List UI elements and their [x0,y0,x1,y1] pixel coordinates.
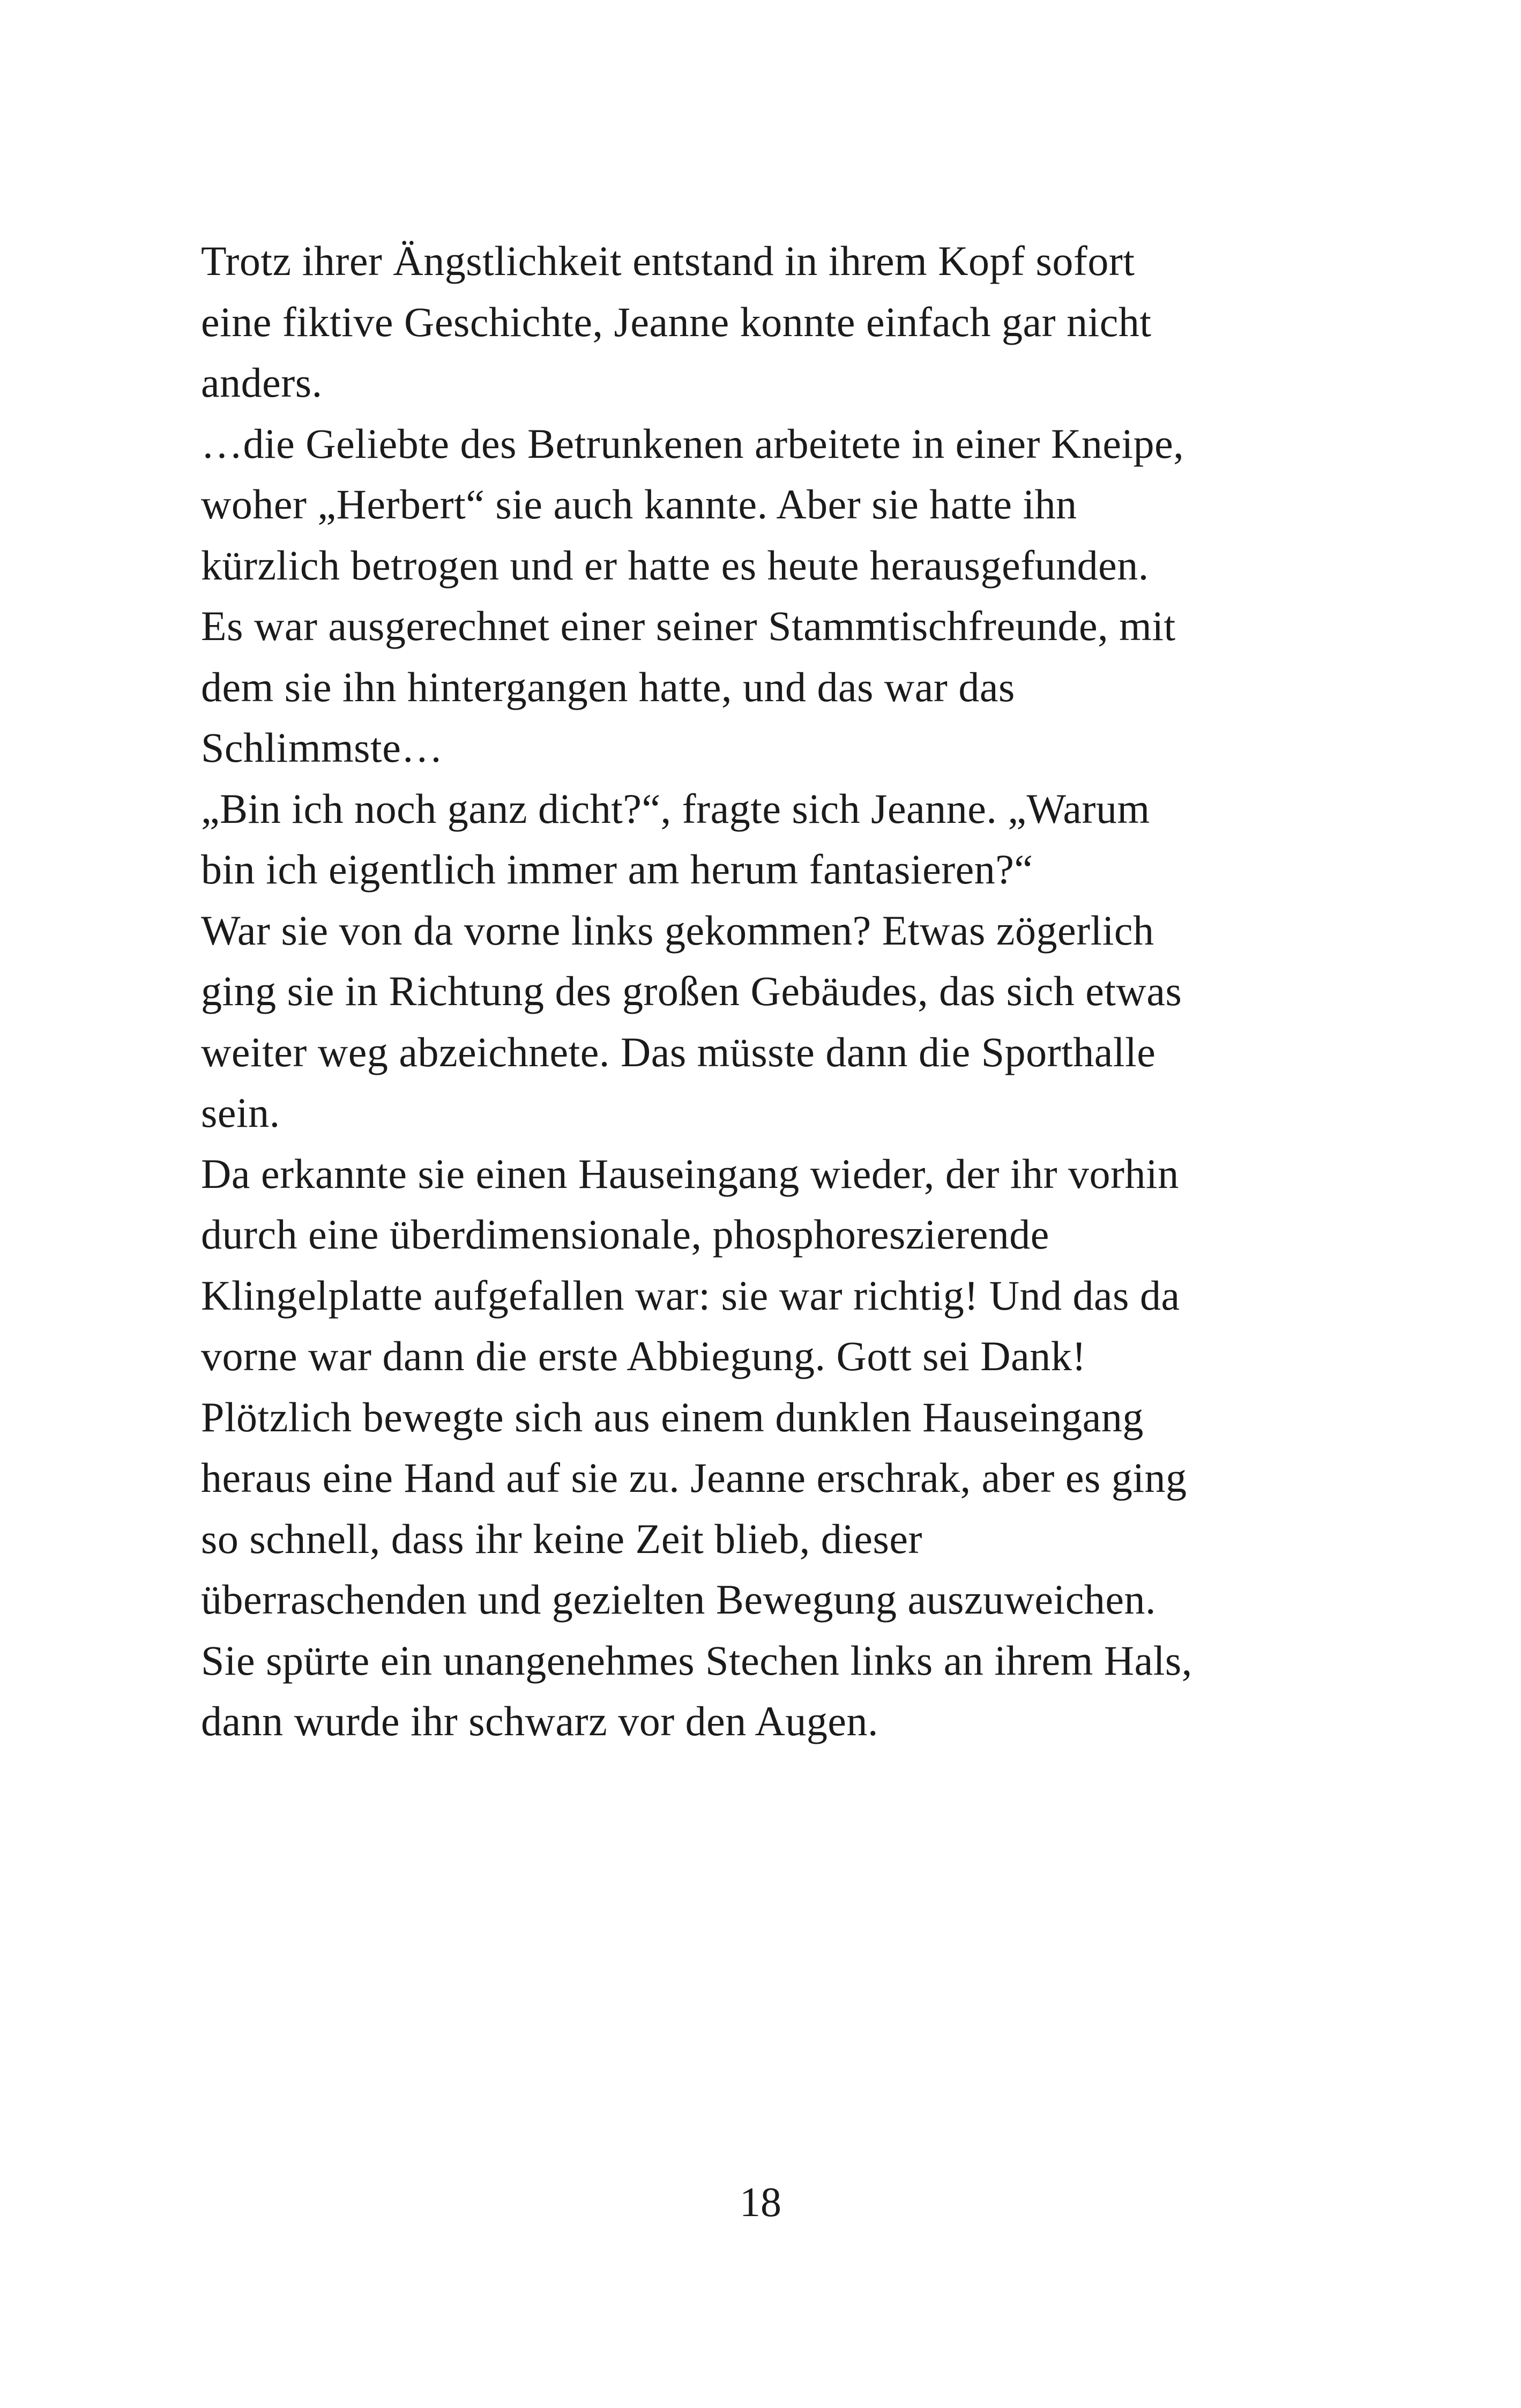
text-line: War sie von da vorne links gekommen? Etwas zögerlich [201,906,1154,954]
body-text [201,231,1343,1752]
text-line: Trotz ihrer Ängstlichkeit entstand in ihrem Kopf sofort [201,237,1135,284]
text-line: überraschenden und gezielten Bewegung auszuweichen. [201,1576,1156,1623]
text-line: ging sie in Richtung des großen Gebäudes, das sich etwas [201,968,1182,1014]
text-line: weiter weg abzeichnete. Das müsste dann die Sporthalle [201,1028,1156,1075]
text-line: sein. [201,1089,280,1136]
text-line: „Bin ich noch ganz dicht?“, fragte sich Jeanne. „Warum [201,785,1150,832]
text-line: Klingelplatte aufgefallen war: sie war richtig! Und das da [201,1272,1180,1319]
text-line: eine fiktive Geschichte, Jeanne konnte einfach gar nicht [201,298,1152,345]
text-line: anders. [201,359,323,406]
text-line: dann wurde ihr schwarz vor den Augen. [201,1698,878,1744]
text-line: Es war ausgerechnet einer seiner Stammtischfreunde, mit [201,603,1176,649]
text-line: heraus eine Hand auf sie zu. Jeanne erschrak, aber es ging [201,1454,1187,1501]
text-line: woher „Herbert“ sie auch kannte. Aber sie hatte ihn [201,481,1077,527]
text-line: so schnell, dass ihr keine Zeit blieb, dieser [201,1515,922,1562]
text-line: dem sie ihn hintergangen hatte, und das war das [201,663,1015,710]
text-line: Da erkannte sie einen Hauseingang wieder, der ihr vorhin [201,1150,1179,1197]
text-line: kürzlich betrogen und er hatte es heute herausgefunden. [201,541,1149,589]
text-line: Schlimmste… [201,724,443,771]
page-number: 18 [740,2179,781,2225]
text-line: Sie spürte ein unangenehmes Stechen links an ihrem Hals, [201,1637,1192,1684]
text-line: …die Geliebte des Betrunkenen arbeitete in einer Kneipe, [201,420,1184,467]
text-line: Plötzlich bewegte sich aus einem dunklen Hauseingang [201,1393,1144,1440]
text-line: bin ich eigentlich immer am herum fantasieren?“ [201,846,1033,893]
text-line: durch eine überdimensionale, phosphoreszierende [201,1211,1049,1258]
text-line: vorne war dann die erste Abbiegung. Gott sei Dank! [201,1333,1086,1379]
